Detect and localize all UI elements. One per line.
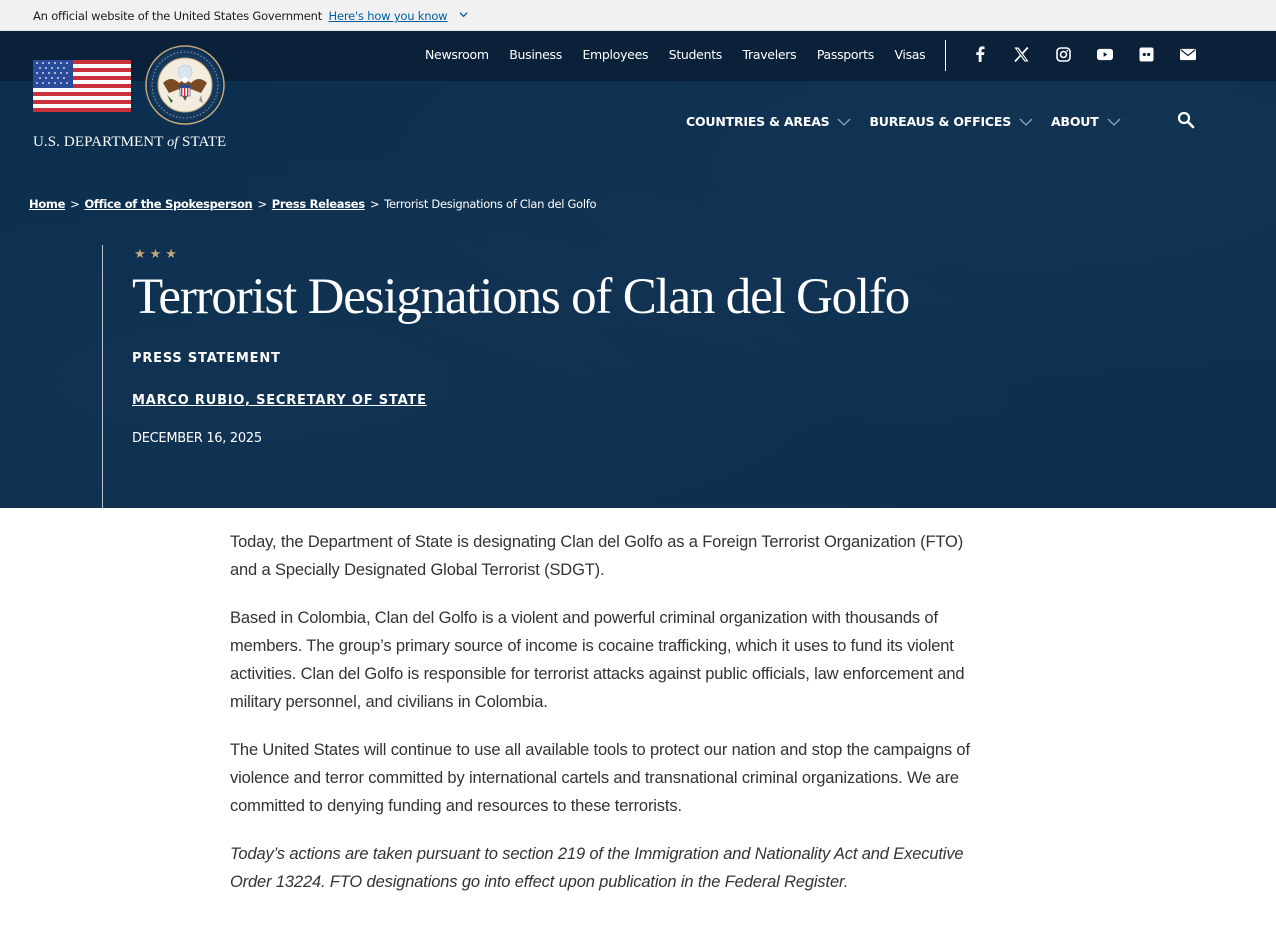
dept-name-prefix: U.S. DEPARTMENT (33, 134, 168, 150)
banner-text: An official website of the United States Government (33, 9, 323, 23)
article-paragraph: Based in Colombia, Clan del Golfo is a violent and powerful criminal organization with thousands of members. The group’s primary source of income is cocaine trafficking, which it uses to fund its violent activities. Clan del Golfo is responsible for terrorist attacks against public officials, law enforcement and military personnel, and civilians in Colombia. (230, 609, 965, 711)
youtube-icon[interactable] (1097, 46, 1113, 62)
official-gov-banner (0, 0, 1276, 31)
banner-text-wrap (33, 9, 468, 23)
breadcrumb-press-releases[interactable]: Press Releases (271, 197, 365, 211)
nav-divider (945, 40, 946, 71)
chevron-down-icon[interactable] (459, 10, 468, 19)
breadcrumb-home[interactable]: Home (29, 197, 66, 211)
article-body (230, 528, 990, 916)
main-nav-countries-areas[interactable] (686, 114, 851, 129)
department-seal-icon[interactable] (145, 45, 225, 125)
main-nav-label: ABOUT (1051, 114, 1099, 129)
main-nav-label: COUNTRIES & AREAS (686, 114, 830, 129)
util-nav-travelers[interactable]: Travelers (742, 47, 797, 62)
util-nav-business[interactable]: Business (509, 47, 562, 62)
page-title: Terrorist Designations of Clan del Golfo (132, 269, 910, 325)
breadcrumb (29, 197, 596, 211)
dept-name-of: of (167, 135, 179, 150)
breadcrumb-separator: > (257, 197, 267, 211)
main-nav-bureaus-offices[interactable] (869, 114, 1033, 129)
util-nav-passports[interactable]: Passports (816, 47, 874, 62)
stars-icon: ★★★ (134, 246, 181, 261)
flickr-icon[interactable] (1138, 46, 1154, 62)
breadcrumb-separator: > (70, 197, 80, 211)
util-nav-newsroom[interactable]: Newsroom (425, 47, 489, 62)
util-nav-visas[interactable]: Visas (894, 47, 926, 62)
dept-name-suffix: STATE (178, 134, 227, 150)
heres-how-you-know-link[interactable]: Here's how you know (328, 9, 448, 23)
article-paragraph: Today, the Department of State is designating Clan del Golfo as a Foreign Terrorist Organization (FTO) and a Specially Designated Global Terrorist (SDGT). (230, 533, 964, 579)
breadcrumb-current: Terrorist Designations of Clan del Golfo (384, 197, 597, 211)
title-accent-line (102, 245, 103, 508)
main-nav-about[interactable] (1051, 114, 1121, 129)
author-link[interactable]: MARCO RUBIO, SECRETARY OF STATE (132, 393, 427, 408)
us-flag-icon[interactable] (33, 60, 131, 112)
chevron-down-icon (1107, 118, 1121, 126)
article-paragraph: The United States will continue to use all available tools to protect our nation and stop the campaigns of violence and terror committed by international cartels and transnational criminal organizations. We are committed to denying funding and resources to these terrorists. (230, 741, 970, 815)
department-name[interactable] (33, 134, 226, 151)
article-legal-note: Today’s actions are taken pursuant to section 219 of the Immigration and Nationality Act and Executive Order 13224. FTO designations go into effect upon publication in the Federal Register. (230, 845, 964, 891)
article-type: PRESS STATEMENT (132, 351, 281, 366)
utility-nav (425, 47, 946, 62)
util-nav-students[interactable]: Students (668, 47, 723, 62)
util-nav-employees[interactable]: Employees (582, 47, 649, 62)
main-nav (686, 114, 1139, 129)
chevron-down-icon (837, 118, 851, 126)
x-icon[interactable] (1014, 46, 1030, 62)
instagram-icon[interactable] (1055, 46, 1071, 62)
breadcrumb-office-of-spokesperson[interactable]: Office of the Spokesperson (84, 197, 253, 211)
publish-date: DECEMBER 16, 2025 (132, 431, 262, 446)
main-nav-label: BUREAUS & OFFICES (869, 114, 1012, 129)
chevron-down-icon (1019, 118, 1033, 126)
facebook-icon[interactable] (972, 46, 988, 62)
breadcrumb-separator: > (369, 197, 380, 211)
search-icon[interactable] (1177, 111, 1195, 129)
social-links (972, 46, 1221, 62)
email-icon[interactable] (1180, 46, 1196, 62)
